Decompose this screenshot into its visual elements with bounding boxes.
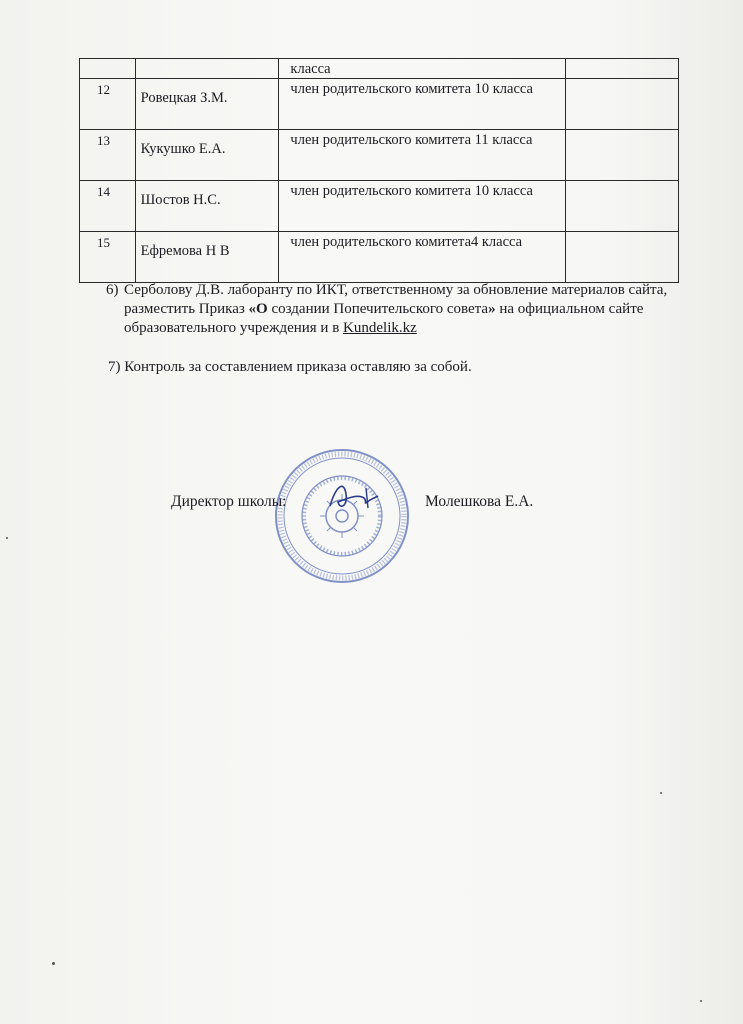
item-6-number: 6) xyxy=(106,282,119,298)
item-6-text xyxy=(124,281,704,338)
row-number: 12 xyxy=(80,79,136,130)
member-role: член родительского комитета 11 класса xyxy=(279,130,566,181)
table-row xyxy=(80,232,679,283)
empty-cell xyxy=(566,232,679,283)
scan-speck xyxy=(700,1000,702,1002)
row-number: 14 xyxy=(80,181,136,232)
empty-cell xyxy=(566,130,679,181)
member-role: член родительского комитета 10 класса xyxy=(279,181,566,232)
item-6-text-c: на официальном сайте образовательного учреждения и в xyxy=(124,301,644,336)
member-role: класса xyxy=(279,59,566,79)
scan-speck xyxy=(660,792,662,794)
row-number xyxy=(80,59,136,79)
member-name xyxy=(135,59,279,79)
committee-table xyxy=(79,58,679,283)
table-row xyxy=(80,79,679,130)
table-row xyxy=(80,130,679,181)
item-7-paragraph: 7) Контроль за составлением приказа оставляю за собой. xyxy=(108,359,472,375)
empty-cell xyxy=(566,79,679,130)
signature-title: Директор школы: xyxy=(171,493,287,510)
item-6-quote-open: «О xyxy=(248,301,268,317)
item-6-quote-close: » xyxy=(488,301,496,317)
director-signature xyxy=(318,476,388,516)
member-name: Кукушко Е.А. xyxy=(135,130,279,181)
empty-cell xyxy=(566,181,679,232)
member-role: член родительского комитета 10 класса xyxy=(279,79,566,130)
item-6-text-a: Серболову Д.В. лаборанту по ИКТ, ответственному за обновление материалов сайта, разместить Приказ xyxy=(124,282,668,317)
row-number: 13 xyxy=(80,130,136,181)
row-number: 15 xyxy=(80,232,136,283)
member-name: Ефремова Н В xyxy=(135,232,279,283)
empty-cell xyxy=(566,59,679,79)
item-6-text-b: создании Попечительского совета xyxy=(267,301,489,317)
member-role: член родительского комитета4 класса xyxy=(279,232,566,283)
table-row xyxy=(80,181,679,232)
kundelik-link[interactable]: Kundelik.kz xyxy=(343,320,417,336)
scan-speck xyxy=(6,537,8,539)
signature-name: Молешкова Е.А. xyxy=(425,493,534,510)
scan-speck xyxy=(52,962,55,965)
table-row xyxy=(80,59,679,79)
school-stamp xyxy=(272,446,412,586)
member-name: Ровецкая З.М. xyxy=(135,79,279,130)
member-name: Шостов Н.С. xyxy=(135,181,279,232)
